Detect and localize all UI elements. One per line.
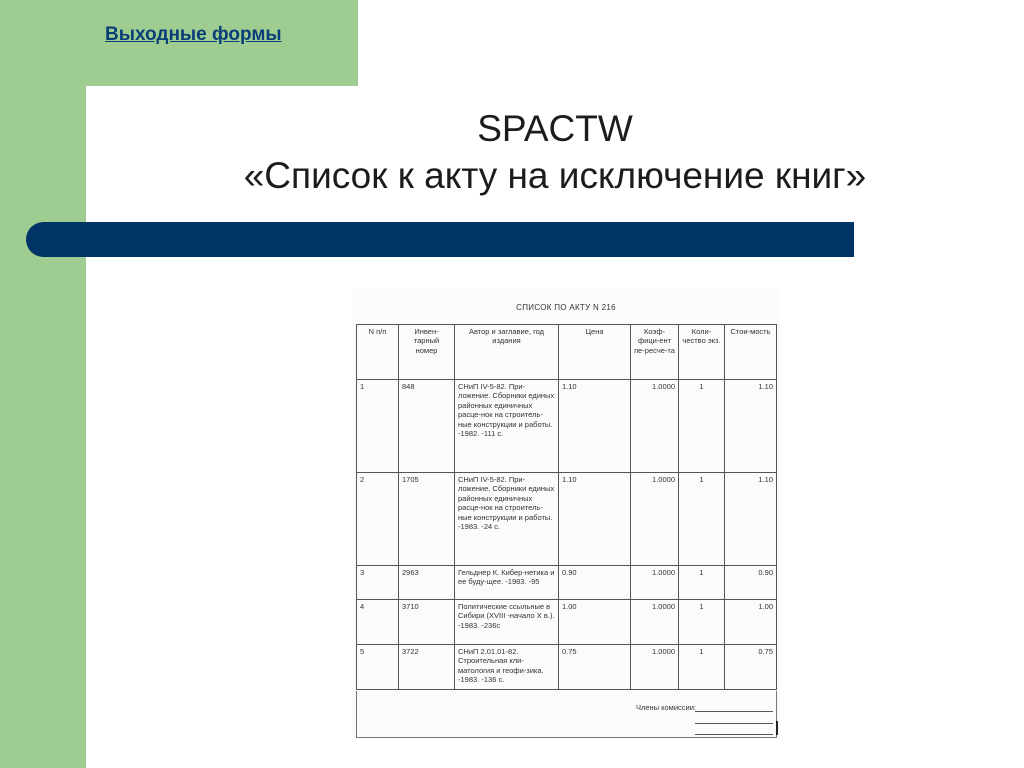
cell-quantity: 1 xyxy=(679,473,725,566)
cell-cost: 1.10 xyxy=(725,380,777,473)
table-header-row xyxy=(357,325,777,380)
document-title: СПИСОК ПО АКТУ N 216 xyxy=(516,303,616,312)
cell-price: 1.00 xyxy=(559,600,631,645)
cell-inventory: 3710 xyxy=(399,600,455,645)
column-header: Коли-чество экз. xyxy=(679,325,725,380)
cell-cost: 0.75 xyxy=(725,645,777,690)
cell-number: 5 xyxy=(357,645,399,690)
cell-title: СНиП IV-5-82. При-ложение. Сборники единых районных единичных расце-нок на строитель-ные конструкции и работы. -1983. -24 с. xyxy=(455,473,559,566)
scan-edge-mark xyxy=(776,721,778,735)
cell-title: Гельднер К. Кибер-нетика и ее буду-щее. -1983. -95 xyxy=(455,566,559,600)
column-header: N п/п xyxy=(357,325,399,380)
slide-title: SPACTW xyxy=(477,108,633,149)
cell-number: 2 xyxy=(357,473,399,566)
cell-price: 0.90 xyxy=(559,566,631,600)
cell-coefficient: 1.0000 xyxy=(631,645,679,690)
column-header: Автор и заглавие, год издания xyxy=(455,325,559,380)
cell-coefficient: 1.0000 xyxy=(631,600,679,645)
cell-title: Политические ссыльные в Сибири (XVIII -начало X в.). -1983. -236с xyxy=(455,600,559,645)
cell-price: 1.10 xyxy=(559,473,631,566)
signature-area xyxy=(356,691,777,738)
cell-number: 4 xyxy=(357,600,399,645)
cell-quantity: 1 xyxy=(679,645,725,690)
column-header: Цена xyxy=(559,325,631,380)
cell-title: СНиП 2.01.01-82. Строительная кли-матология и геофи-зика. -1983. -136 с. xyxy=(455,645,559,690)
cell-inventory: 848 xyxy=(399,380,455,473)
members-label: Члены комиссии: xyxy=(635,703,696,712)
cell-coefficient: 1.0000 xyxy=(631,566,679,600)
cell-title: СНиП IV-5-82. При-ложение. Сборники единых районных единичных расце-нок на строитель-ные конструкции и работы. -1982. -111 с. xyxy=(455,380,559,473)
document-scan xyxy=(352,289,780,738)
left-green-band xyxy=(0,0,86,768)
cell-cost: 1.00 xyxy=(725,600,777,645)
decorative-bar xyxy=(26,222,854,257)
signature-line xyxy=(695,723,773,724)
cell-number: 1 xyxy=(357,380,399,473)
cell-quantity: 1 xyxy=(679,566,725,600)
cell-price: 1.10 xyxy=(559,380,631,473)
signature-line xyxy=(695,711,773,712)
cell-inventory: 2963 xyxy=(399,566,455,600)
signature-line xyxy=(695,734,773,735)
table-row xyxy=(357,600,777,645)
cell-quantity: 1 xyxy=(679,600,725,645)
column-header: Инвен-тарный номер xyxy=(399,325,455,380)
cell-inventory: 1705 xyxy=(399,473,455,566)
cell-price: 0.75 xyxy=(559,645,631,690)
table-row xyxy=(357,645,777,690)
act-table xyxy=(356,324,777,690)
cell-coefficient: 1.0000 xyxy=(631,473,679,566)
cell-coefficient: 1.0000 xyxy=(631,380,679,473)
table-row xyxy=(357,566,777,600)
cell-cost: 1.10 xyxy=(725,473,777,566)
table-row xyxy=(357,380,777,473)
column-header: Коэф-фици-ент пе-ресче-та xyxy=(631,325,679,380)
column-header: Стои-мость xyxy=(725,325,777,380)
cell-cost: 0.90 xyxy=(725,566,777,600)
section-link[interactable]: Выходные формы xyxy=(105,24,282,45)
cell-inventory: 3722 xyxy=(399,645,455,690)
cell-quantity: 1 xyxy=(679,380,725,473)
table-row xyxy=(357,473,777,566)
slide-subtitle: «Список к акту на исключение книг» xyxy=(243,155,867,196)
cell-number: 3 xyxy=(357,566,399,600)
